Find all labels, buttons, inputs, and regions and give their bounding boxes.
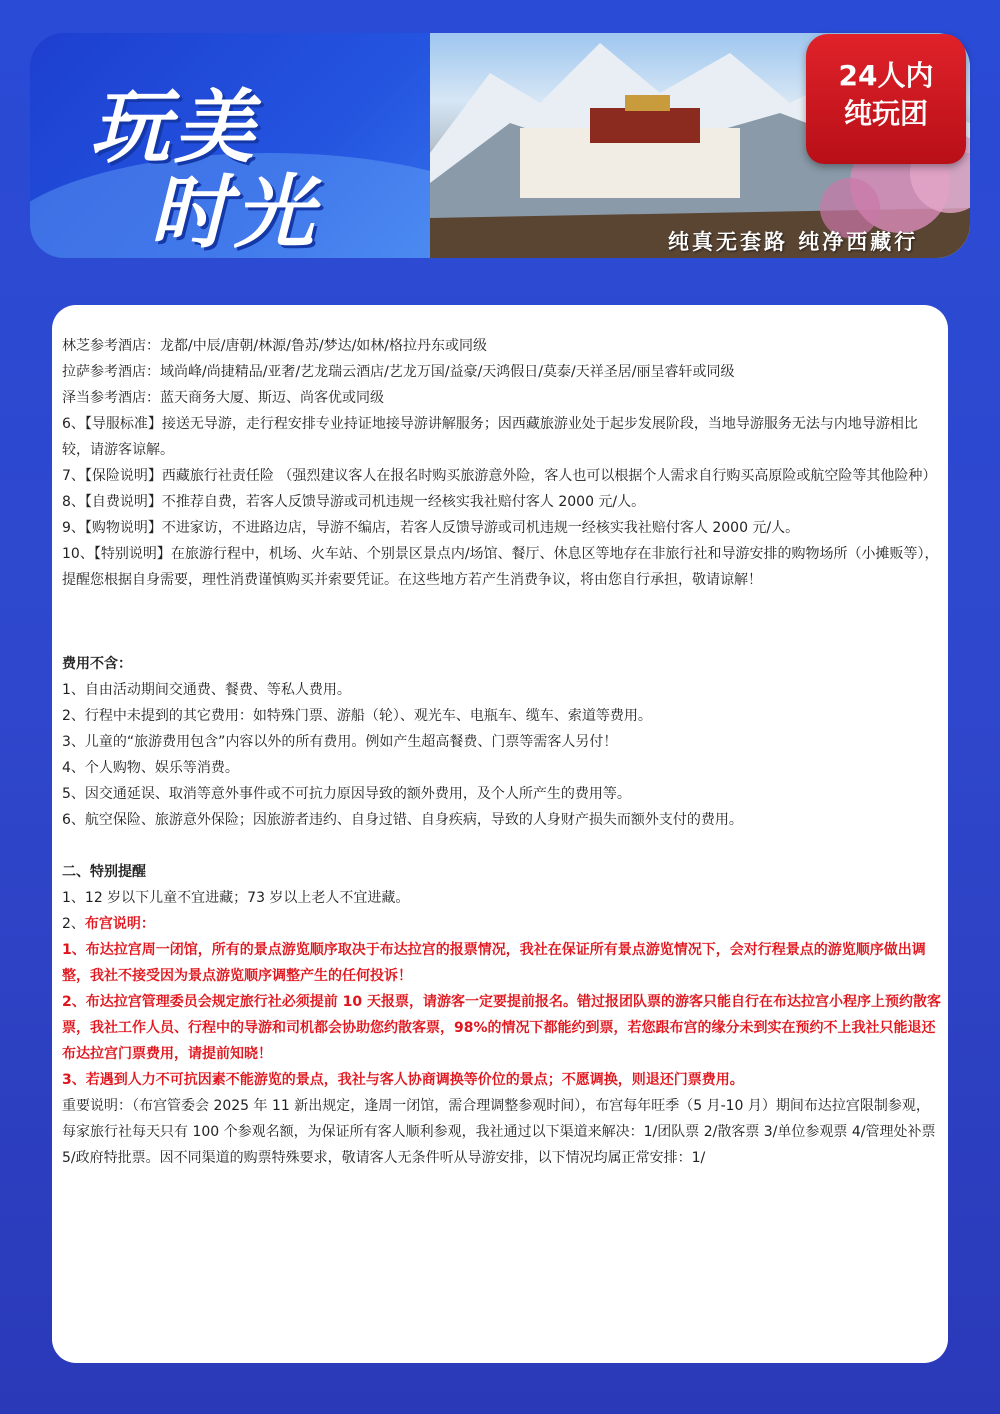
- reminder-title: 二、特别提醒: [62, 864, 146, 880]
- reminder-item-potala: [62, 911, 942, 937]
- exclusion-item: 3、儿童的“旅游费用包含”内容以外的所有费用。例如产生超高餐费、门票等需客人另付！: [62, 734, 618, 750]
- content-card: [52, 305, 948, 1363]
- special-note: 10、【特别说明】在旅游行程中，机场、火车站、个别景区景点内/场馆、餐厅、休息区等地存在非旅行社和导游安排的购物场所（小摊贩等），提醒您根据自身需要，理性消费谨慎购买并索要凭证。在这些地方若产生消费争议，将由您自行承担，敬请谅解！: [62, 546, 939, 588]
- insurance-note: 7、【保险说明】西藏旅行社责任险 （强烈建议客人在报名时购买旅游意外险，客人也可以根据个人需求自行购买高原险或航空险等其他险种）: [62, 468, 937, 484]
- exclusion-item: 5、因交通延误、取消等意外事件或不可抗力原因导致的额外费用，及个人所产生的费用等。: [62, 786, 631, 802]
- badge-line2: 纯玩团: [843, 97, 928, 130]
- exclusion-item: 6、航空保险、旅游意外保险；因旅游者违约、自身过错、自身疾病，导致的人身财产损失而额外支付的费用。: [62, 812, 743, 828]
- badge-line1: 24人内: [838, 59, 934, 92]
- exclusion-item: 1、自由活动期间交通费、餐费、等私人费用。: [62, 682, 351, 698]
- potala-note-2: 2、布达拉宫管理委员会规定旅行社必须提前 10 天报票，请游客一定要提前报名。错过报团队票的游客只能自行在布达拉宫小程序上预约散客票，我社工作人员、行程中的导游和司机都会协助您约散客票，98%的情况下都能约到票，若您跟布宫的缘分未到实在预约不上我社只能退还布达拉宫门票费用，请提前知晓！: [62, 994, 941, 1062]
- logo-line2: 时光: [150, 165, 318, 258]
- itinerary-text: [62, 333, 942, 1171]
- hotel-zedang: 泽当参考酒店：蓝天商务大厦、斯迈、尚客优或同级: [62, 390, 384, 406]
- hotel-lasa: 拉萨参考酒店：域尚峰/尚捷精品/亚奢/艺龙瑞云酒店/艺龙万国/益豪/天鸿假日/莫泰/天祥圣居/丽呈睿轩或同级: [62, 364, 735, 380]
- hotel-linzhi: 林芝参考酒店：龙都/中辰/唐朝/林源/鲁苏/梦达/如林/格拉丹东或同级: [62, 338, 488, 354]
- important-note: 重要说明：（布宫管委会 2025 年 11 新出规定，逢周一闭馆，需合理调整参观时间），布宫每年旺季（5 月-10 月）期间布达拉宫限制参观，每家旅行社每天只有 100 个参观名额，为保证所有客人顺利参观，我社通过以下渠道来解决：1/团队票 2/散客票 3/单位参观票 4/管理处补票 5/政府特批票。因不同渠道的购票特殊要求，敬请客人无条件听从导游安排，以下情况均属正常安排：1/: [62, 1098, 936, 1166]
- reminder-item: 1、12 岁以下儿童不宜进藏；73 岁以上老人不宜进藏。: [62, 890, 410, 906]
- potala-note-3: 3、若遇到人力不可抗因素不能游览的景点，我社与客人协商调换等价位的景点；不愿调换，则退还门票费用。: [62, 1072, 744, 1088]
- banner-slogan: 纯真无套路 纯净西藏行: [668, 230, 919, 254]
- self-pay-note: 8、【自费说明】不推荐自费，若客人反馈导游或司机违规一经核实我社赔付客人 2000 元/人。: [62, 494, 646, 510]
- reminder-number: 2、: [62, 916, 85, 932]
- shopping-note: 9、【购物说明】不进家访，不进路边店，导游不编店，若客人反馈导游或司机违规一经核实我社赔付客人 2000 元/人。: [62, 520, 800, 536]
- exclusion-item: 4、个人购物、娱乐等消费。: [62, 760, 239, 776]
- guide-standard: 6、【导服标准】接送无导游，走行程安排专业持证地接导游讲解服务；因西藏旅游业处于起步发展阶段，当地导游服务无法与内地导游相比较，请游客谅解。: [62, 416, 918, 458]
- exclusion-item: 2、行程中未提到的其它费用：如特殊门票、游船（轮）、观光车、电瓶车、缆车、索道等费用。: [62, 708, 652, 724]
- logo-line1: 玩美: [90, 80, 258, 174]
- potala-note-1: 1、布达拉宫周一闭馆，所有的景点游览顺序取决于布达拉宫的报票情况，我社在保证所有景点游览情况下，会对行程景点的游览顺序做出调整，我社不接受因为景点游览顺序调整产生的任何投诉！: [62, 942, 926, 984]
- potala-heading: 布宫说明：: [84, 916, 155, 932]
- exclusions-title: 费用不含：: [62, 656, 132, 672]
- brand-logo: [90, 63, 380, 258]
- group-size-badge: [806, 34, 966, 164]
